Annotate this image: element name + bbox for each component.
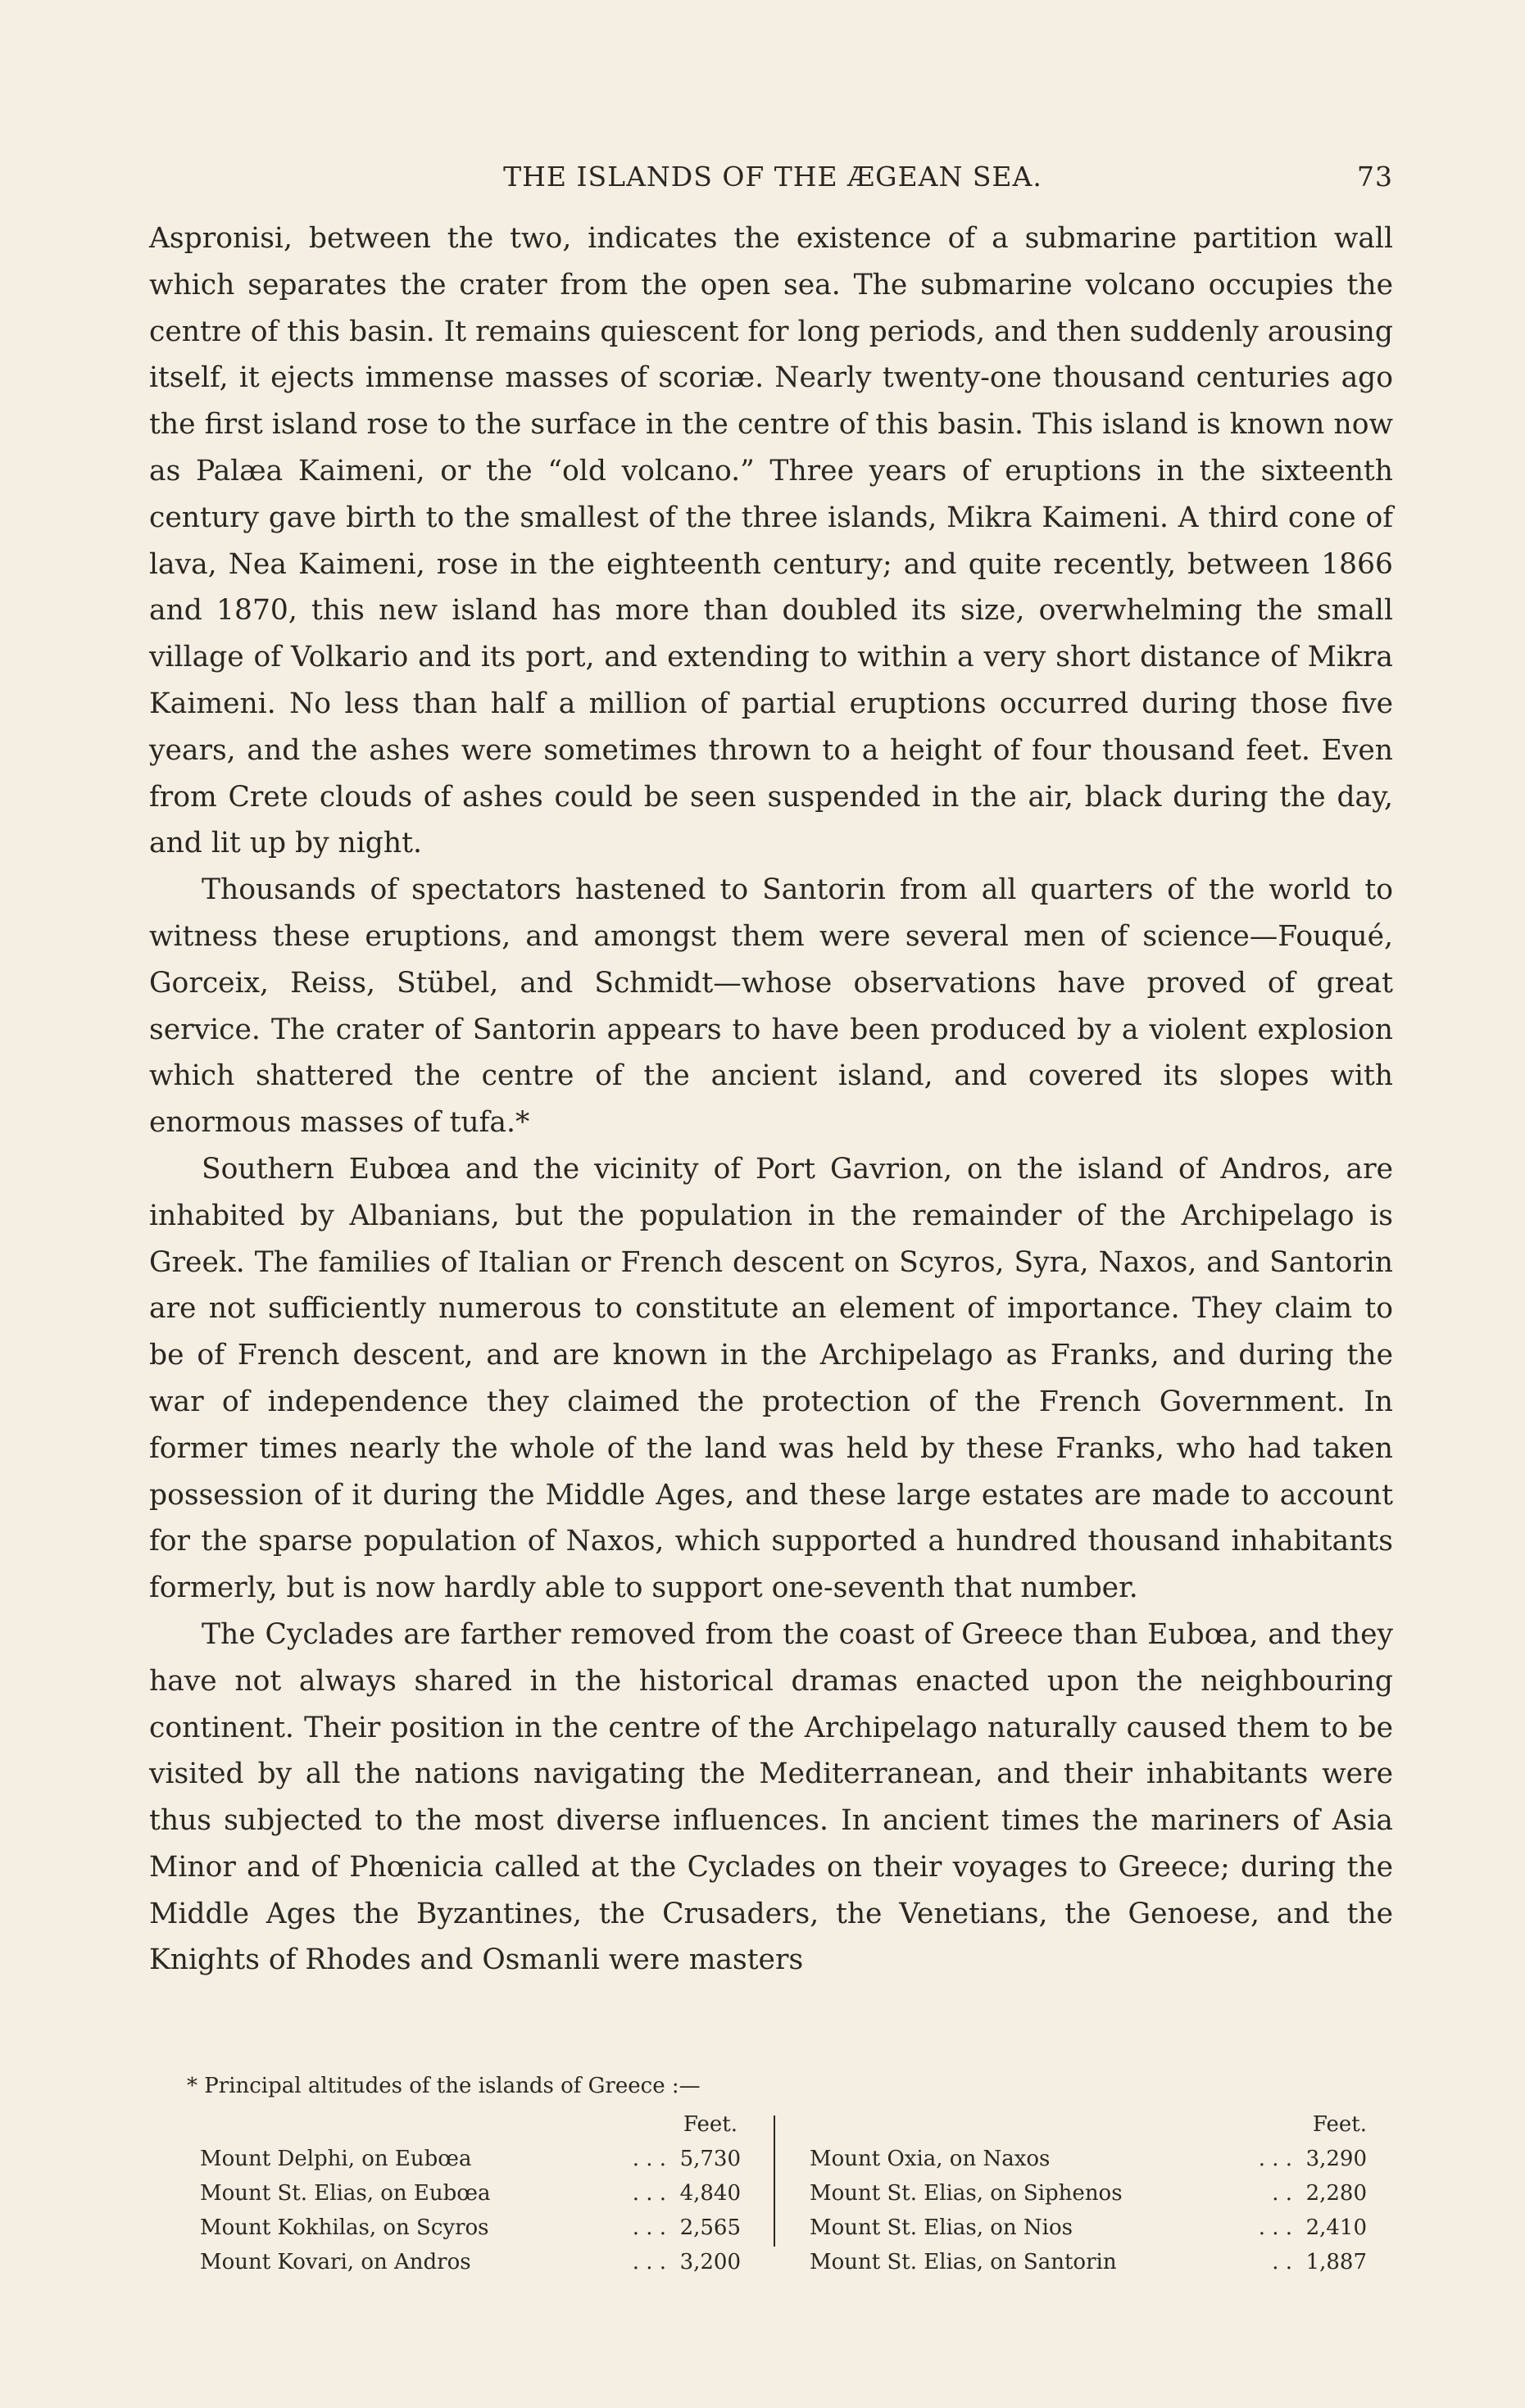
running-title: THE ISLANDS OF THE ÆGEAN SEA. — [503, 161, 1042, 193]
altitude-feet: 2,410 — [1305, 2215, 1367, 2240]
altitude-place: Mount St. Elias, on Eubœa — [200, 2180, 491, 2206]
altitude-feet: 3,290 — [1305, 2146, 1367, 2171]
altitude-feet: 2,565 — [679, 2215, 741, 2240]
altitude-place: Mount St. Elias, on Siphenos — [810, 2180, 1123, 2206]
paragraph-3: Southern Eubœa and the vicinity of Port Gavrion, on the island of Andros, are inhabited by Albanians, but the population in the remainder of the Archipelago is Greek. The families of Italian or French descent on Scyros, Syra, Naxos, and Santorin are not sufficiently numerous to constitute an element of importance. They claim to be of French descent, and are known in the Archipelago as Franks, and during the war of independence they claimed the protection of the French Government. In former times nearly the whole of the land was held by these Franks, who had taken possession of it during the Middle Ages, and these large estates are made to account for the sparse population of Naxos, which supported a hundred thousand inhabitants formerly, but is now hardly able to support one-seventh that number. — [149, 1152, 1393, 1605]
altitude-place: Mount St. Elias, on Nios — [810, 2215, 1073, 2240]
altitude-row — [810, 2142, 1367, 2176]
paragraph-4: The Cyclades are farther removed from the coast of Greece than Eubœa, and they have not always shared in the historical dramas enacted upon the neighbouring continent. Their position in the centre of the Archipelago naturally caused them to be visited by all the nations navigating the Mediterranean, and their inhabitants were thus subjected to the most diverse influences. In ancient times the mariners of Asia Minor and of Phœnicia called at the Cyclades on their voyages to Greece; during the Middle Ages the Byzantines, the Crusaders, the Venetians, the Genoese, and the Knights of Rhodes and Osmanli were masters — [149, 1617, 1393, 1977]
leader-dots: . . — [1272, 2249, 1293, 2274]
altitude-feet: 1,887 — [1305, 2249, 1367, 2274]
altitudes-table — [179, 2107, 1395, 2274]
altitude-feet: 4,840 — [679, 2180, 741, 2206]
paragraph-1: Aspronisi, between the two, indicates the existence of a submarine partition wall which separates the crater from the open sea. The submarine volcano occupies the centre of this basin. It remains quiescent for long periods, and then suddenly arousing itself, it ejects immense masses of scoriæ. Nearly twenty-one thousand centuries ago the first island rose to the surface in the centre of this basin. This island is known now as Palæa Kaimeni, or the “old volcano.” Three years of eruptions in the sixteenth century gave birth to the smallest of the three islands, Mikra Kaimeni. A third cone of lava, Nea Kaimeni, rose in the eighteenth century; and quite recently, between 1866 and 1870, this new island has more than doubled its size, overwhelming the small village of Volkario and its port, and extending to within a very short distance of Mikra Kaimeni. No less than half a million of partial eruptions occurred during those five years, and the ashes were sometimes thrown to a height of four thousand feet. Even from Crete clouds of ashes could be seen suspended in the air, black during the day, and lit up by night. — [149, 222, 1393, 860]
column-divider — [774, 2116, 775, 2247]
unit-label-right: Feet. — [1312, 2111, 1367, 2137]
altitude-row — [810, 2176, 1367, 2211]
leader-dots: . . . — [632, 2146, 667, 2171]
altitude-feet: 5,730 — [679, 2146, 741, 2171]
altitude-feet: 3,200 — [679, 2249, 741, 2274]
page-number: 73 — [1357, 161, 1393, 193]
leader-dots: . . — [1272, 2180, 1293, 2206]
altitude-row — [200, 2142, 741, 2176]
running-head — [152, 154, 1393, 200]
altitude-place: Mount Kovari, on Andros — [200, 2249, 471, 2274]
paragraph-2: Thousands of spectators hastened to Santorin from all quarters of the world to witness these eruptions, and amongst them were several men of science—Fouqué, Gorceix, Reiss, Stübel, and Schmidt—whose observations have proved of great service. The crater of Santorin appears to have been produced by a violent explosion which shattered the centre of the ancient island, and covered its slopes with enormous masses of tufa.* — [149, 873, 1393, 1140]
altitude-row — [810, 2211, 1367, 2245]
leader-dots: . . . — [632, 2215, 667, 2240]
altitude-place: Mount Kokhilas, on Scyros — [200, 2215, 489, 2240]
altitude-row — [200, 2176, 741, 2211]
leader-dots: . . . — [1258, 2215, 1293, 2240]
footnote — [179, 2069, 1395, 2274]
altitude-place: Mount Oxia, on Naxos — [810, 2146, 1051, 2171]
leader-dots: . . . — [632, 2180, 667, 2206]
altitude-place: Mount St. Elias, on Santorin — [810, 2249, 1117, 2274]
body-text — [149, 215, 1393, 1984]
altitude-row — [200, 2211, 741, 2245]
altitude-place: Mount Delphi, on Eubœa — [200, 2146, 472, 2171]
altitudes-right-column — [810, 2107, 1367, 2279]
leader-dots: . . . — [632, 2249, 667, 2274]
leader-dots: . . . — [1258, 2146, 1293, 2171]
unit-label-left: Feet. — [683, 2111, 738, 2137]
altitude-feet: 2,280 — [1305, 2180, 1367, 2206]
altitude-row — [200, 2245, 741, 2279]
footnote-intro: * Principal altitudes of the islands of Greece :— — [187, 2074, 701, 2098]
altitude-row — [810, 2245, 1367, 2279]
altitudes-left-column — [200, 2107, 741, 2279]
